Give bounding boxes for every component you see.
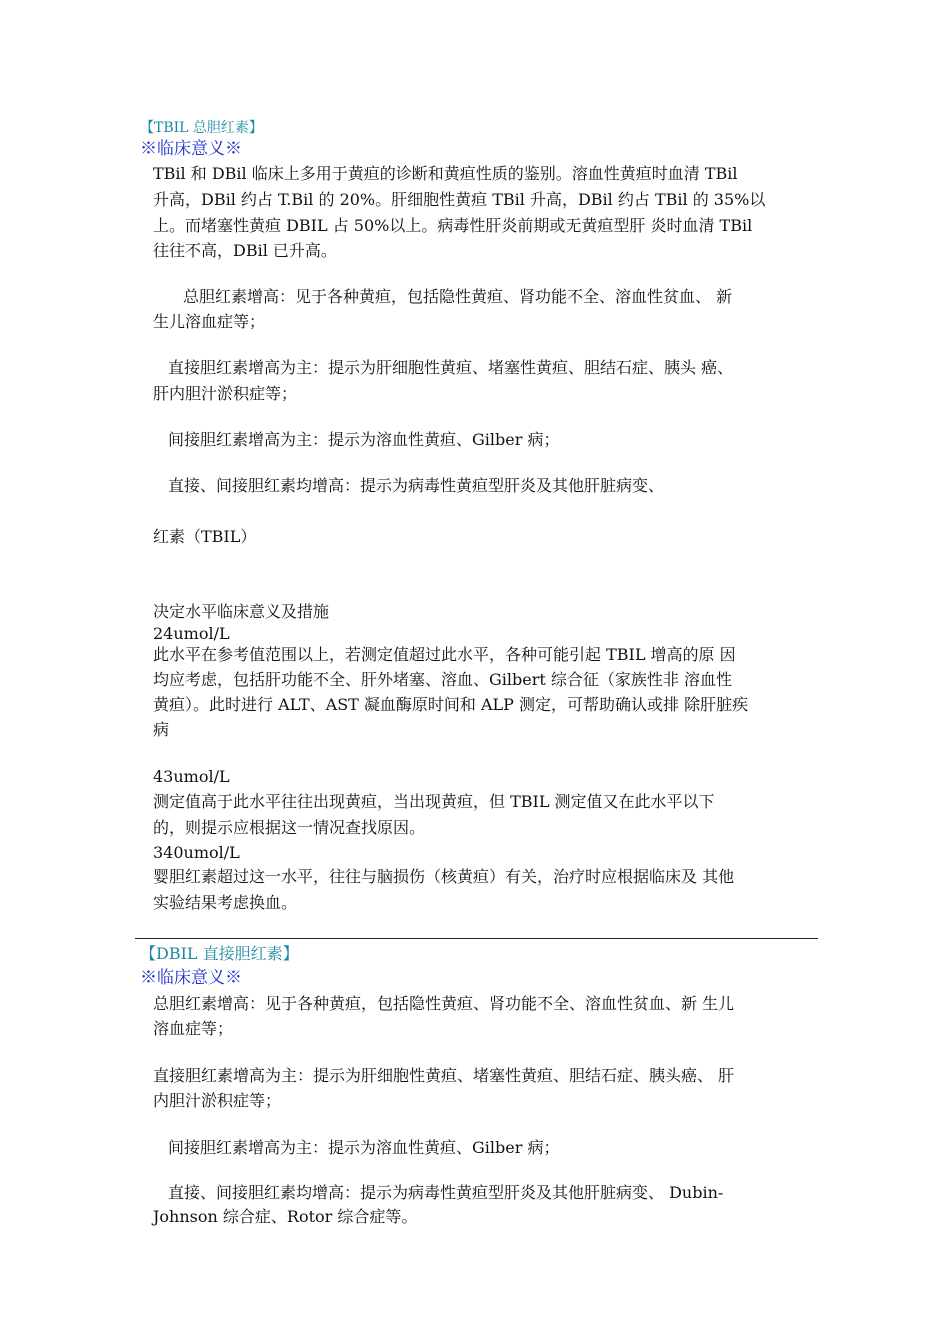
dbil-both-high-line: Johnson 综合症、Rotor 综合症等。 [153,1207,418,1226]
decision-level-value: 24umol/L [153,624,230,643]
tbil-direct-high-line: 直接胆红素增高为主：提示为肝细胞性黄疸、堵塞性黄疸、胆结石症、胰头 癌、 [168,358,734,377]
decision-level-value: 43umol/L [153,767,230,786]
dbil-clinical-significance-heading: ※临床意义※ [140,968,242,988]
decision-level-text: 的，则提示应根据这一情况查找原因。 [153,818,426,837]
decision-level-text: 黄疸）。此时进行 ALT、AST 凝血酶原时间和 ALP 测定，可帮助确认或排 除肝脏疾 [153,695,749,714]
tbil-intro-line: TBil 和 DBil 临床上多用于黄疸的诊断和黄疸性质的鉴别。溶血性黄疸时血清 TBil [153,164,738,183]
decision-level-text: 均应考虑，包括肝功能不全、肝外堵塞、溶血、Gilbert 综合征（家族性非 溶血性 [153,670,732,689]
tbil-section-title: 【TBIL 总胆红素】 [140,120,263,136]
tbil-indirect-high-line: 间接胆红素增高为主：提示为溶血性黄疸、Gilber 病； [168,430,560,449]
tbil-total-high-line: 生儿溶血症等； [153,312,266,331]
decision-level-text: 测定值高于此水平往往出现黄疸，当出现黄疸，但 TBIL 测定值又在此水平以下 [153,792,715,811]
tbil-both-high-line: 直接、间接胆红素均增高：提示为病毒性黄疸型肝炎及其他肝脏病变、 [168,476,665,495]
dbil-both-high-line: 直接、间接胆红素均增高：提示为病毒性黄疸型肝炎及其他肝脏病变、 Dubin- [168,1183,724,1202]
dbil-direct-high-line: 直接胆红素增高为主：提示为肝细胞性黄疸、堵塞性黄疸、胆结石症、胰头癌、 肝 [153,1066,735,1085]
tbil-intro-line: 往往不高，DBil 已升高。 [153,241,337,260]
dbil-total-high-line: 溶血症等； [153,1019,234,1038]
dbil-total-high-line: 总胆红素增高：见于各种黄疸，包括隐性黄疸、肾功能不全、溶血性贫血、新 生儿 [153,994,735,1013]
tbil-clinical-significance-heading: ※临床意义※ [140,139,242,159]
tbil-intro-line: 上。而堵塞性黄疸 DBIL 占 50%以上。病毒性肝炎前期或无黄疸型肝 炎时血清 TBil [153,216,753,235]
section-divider [135,938,818,939]
decision-level-text: 婴胆红素超过这一水平，往往与脑损伤（核黄疸）有关，治疗时应根据临床及 其他 [153,867,735,886]
decision-level-value: 340umol/L [153,843,240,862]
dbil-direct-high-line: 内胆汁淤积症等； [153,1091,282,1110]
dbil-indirect-high-line: 间接胆红素增高为主：提示为溶血性黄疸、Gilber 病； [168,1138,560,1157]
tbil-total-high-line: 总胆红素增高：见于各种黄疸，包括隐性黄疸、肾功能不全、溶血性贫血、 新 [183,287,733,306]
tbil-fragment: 红素（TBIL） [153,527,257,546]
decision-level-heading: 决定水平临床意义及措施 [153,602,330,621]
decision-level-text: 实验结果考虑换血。 [153,893,298,912]
decision-level-text: 此水平在参考值范围以上，若测定值超过此水平，各种可能引起 TBIL 增高的原 因 [153,645,736,664]
dbil-section-title: 【DBIL 直接胆红素】 [140,944,299,963]
tbil-intro-line: 升高，DBil 约占 T.Bil 的 20%。肝细胞性黄疸 TBil 升高，DBil 约占 TBil 的 35%以 [153,190,766,209]
tbil-direct-high-line: 肝内胆汁淤积症等； [153,384,298,403]
decision-level-text: 病 [153,720,170,739]
